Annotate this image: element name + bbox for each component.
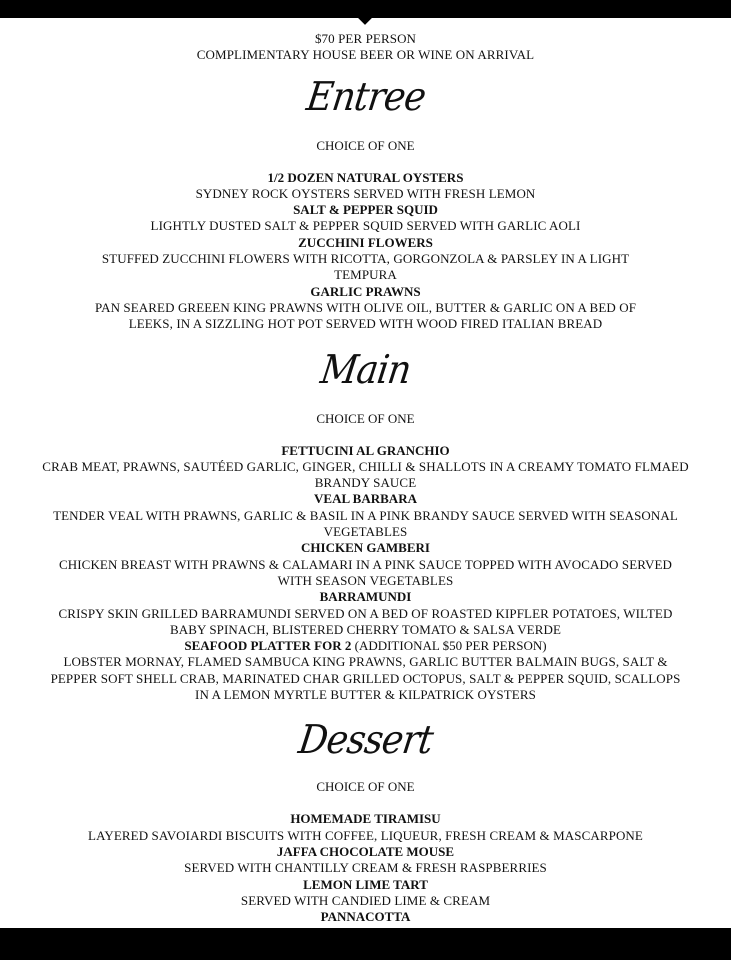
menu-item-title-text: 1/2 DOZEN NATURAL OYSTERS — [267, 169, 464, 185]
menu-item-title — [0, 284, 731, 300]
menu-item-title — [0, 235, 731, 251]
menu-item-description: IN A LEMON MYRTLE BUTTER & KILPATRICK OYSTERS — [195, 687, 536, 703]
menu-item-title — [0, 491, 731, 507]
menu-item — [0, 443, 731, 492]
dessert-list — [0, 811, 731, 941]
menu-item-description: VEGETABLES — [323, 524, 408, 540]
menu-item-title — [0, 589, 731, 605]
dessert-choice: CHOICE OF ONE — [316, 779, 415, 795]
menu-item-description: WITH SEASON VEGETABLES — [277, 572, 454, 588]
main-list — [0, 443, 731, 704]
menu-item-title — [0, 811, 731, 827]
menu-item — [0, 811, 731, 844]
menu-item-title — [0, 202, 731, 218]
menu-item-note: (ADDITIONAL $50 PER PERSON) — [351, 638, 547, 654]
menu-item-title-text: ZUCCHINI FLOWERS — [298, 234, 433, 250]
entree-heading-wrap — [0, 64, 731, 138]
main-choice: CHOICE OF ONE — [316, 410, 415, 426]
entree-choice: CHOICE OF ONE — [316, 137, 415, 153]
menu-item-description: CRISPY SKIN GRILLED BARRAMUNDI SERVED ON A BED OF ROASTED KIPFLER POTATOES, WILTED — [58, 605, 673, 621]
menu-item-title — [0, 909, 731, 925]
menu-item-description: BRANDY SAUCE — [314, 475, 417, 491]
menu-item-description: STUFFED ZUCCHINI FLOWERS WITH RICOTTA, GORGONZOLA & PARSLEY IN A LIGHT — [101, 251, 630, 267]
menu-item — [0, 491, 731, 540]
menu-item — [0, 877, 731, 910]
dessert-heading-wrap — [0, 703, 731, 779]
menu-item — [0, 844, 731, 877]
menu-item-description: LIGHTLY DUSTED SALT & PEPPER SQUID SERVED WITH GARLIC AOLI — [150, 218, 581, 234]
menu-item-description: LEEKS, IN A SIZZLING HOT POT SERVED WITH WOOD FIRED ITALIAN BREAD — [128, 316, 603, 332]
menu-item-description: CRAB MEAT, PRAWNS, SAUTÉED GARLIC, GINGER, CHILLI & SHALLOTS IN A CREAMY TOMATO FLMAED — [42, 458, 689, 474]
menu-item-description: TEMPURA — [334, 267, 397, 283]
menu-item-description: PEPPER SOFT SHELL CRAB, MARINATED CHAR GRILLED OCTOPUS, SALT & PEPPER SQUID, SCALLOPS — [50, 670, 681, 686]
menu-item-title — [0, 540, 731, 556]
entree-list — [0, 170, 731, 333]
menu-item — [0, 540, 731, 589]
menu-item-title-text: LEMON LIME TART — [303, 876, 428, 892]
menu-item-description: SYDNEY ROCK OYSTERS SERVED WITH FRESH LEMON — [195, 185, 536, 201]
menu-item-title-text: PANNACOTTA — [320, 909, 411, 925]
menu-item — [0, 170, 731, 203]
menu-item-title-text: GARLIC PRAWNS — [310, 283, 421, 299]
menu-item-title — [0, 844, 731, 860]
entree-heading: Entree — [303, 74, 428, 120]
menu-item-description: BABY SPINACH, BLISTERED CHERRY TOMATO & SALSA VERDE — [169, 621, 562, 637]
menu-item-description: LAYERED SAVOIARDI BISCUITS WITH COFFEE, LIQUEUR, FRESH CREAM & MASCARPONE — [88, 827, 643, 843]
menu-item-title-text: BARRAMUNDI — [319, 589, 412, 605]
menu-item — [0, 202, 731, 235]
menu-item — [0, 638, 731, 703]
bottom-black-bar — [0, 928, 731, 960]
menu-item-title — [0, 443, 731, 459]
menu-item-title — [0, 877, 731, 893]
menu-item-description: LOBSTER MORNAY, FLAMED SAMBUCA KING PRAWNS, GARLIC BUTTER BALMAIN BUGS, SALT & — [63, 654, 668, 670]
menu-item-title-text: CHICKEN GAMBERI — [301, 540, 430, 556]
menu-item-description: PAN SEARED GREEEN KING PRAWNS WITH OLIVE OIL, BUTTER & GARLIC ON A BED OF — [94, 299, 637, 315]
menu-document — [0, 31, 731, 942]
menu-item-description: SERVED WITH CHANTILLY CREAM & FRESH RASPBERRIES — [184, 860, 547, 876]
main-heading-wrap — [0, 333, 731, 411]
dessert-heading: Dessert — [295, 718, 436, 764]
menu-item-title-text: SEAFOOD PLATTER FOR 2 — [184, 638, 352, 654]
menu-item-title-text: VEAL BARBARA — [314, 491, 417, 507]
menu-item-title — [0, 638, 731, 654]
price-line: $70 PER PERSON — [314, 31, 417, 46]
menu-item — [0, 235, 731, 284]
menu-item-title-text: JAFFA CHOCOLATE MOUSE — [276, 843, 455, 859]
arrival-note: COMPLIMENTARY HOUSE BEER OR WINE ON ARRIVAL — [196, 47, 535, 63]
menu-item-description: CHICKEN BREAST WITH PRAWNS & CALAMARI IN A PINK SAUCE TOPPED WITH AVOCADO SERVED — [58, 556, 672, 572]
menu-item — [0, 284, 731, 333]
menu-item-title-text: HOMEMADE TIRAMISU — [290, 811, 441, 827]
menu-item — [0, 589, 731, 638]
menu-item-description: SERVED WITH CANDIED LIME & CREAM — [240, 892, 491, 908]
menu-item-description: TENDER VEAL WITH PRAWNS, GARLIC & BASIL IN A PINK BRANDY SAUCE SERVED WITH SEASONAL — [53, 507, 678, 523]
main-heading: Main — [317, 347, 414, 393]
menu-item-title — [0, 170, 731, 186]
menu-item-title-text: SALT & PEPPER SQUID — [293, 202, 438, 218]
menu-item-title-text: FETTUCINI AL GRANCHIO — [281, 442, 450, 458]
